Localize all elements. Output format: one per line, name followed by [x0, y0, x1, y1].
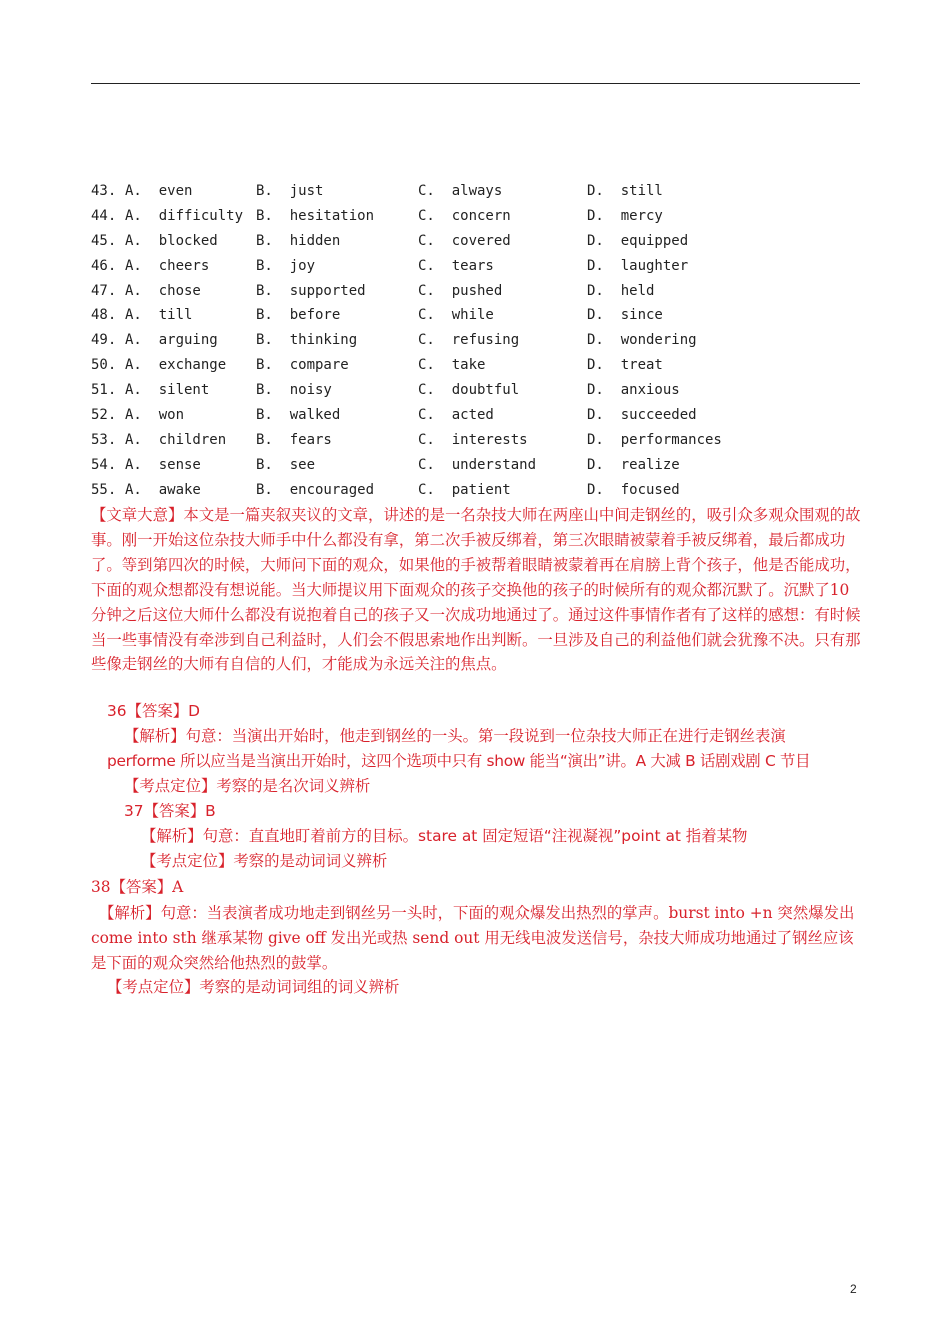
option-c: C. pushed	[418, 282, 503, 299]
option-a: A. cheers	[125, 257, 210, 274]
option-a: A. chose	[125, 282, 201, 299]
question-number: 45.	[91, 232, 117, 249]
option-b: B. hesitation	[256, 207, 375, 224]
option-row	[91, 304, 871, 329]
q36-point: 【考点定位】考察的是名次词义辨析	[124, 777, 371, 795]
option-a: A. arguing	[125, 332, 218, 349]
option-a: A. sense	[125, 456, 201, 473]
option-d: D. equipped	[587, 232, 689, 249]
question-number: 48.	[91, 307, 117, 324]
option-row	[91, 454, 871, 479]
question-number: 51.	[91, 382, 117, 399]
q37-answer: 37【答案】B	[124, 802, 216, 820]
option-a: A. awake	[125, 481, 201, 498]
option-b: B. thinking	[256, 332, 358, 349]
q36-analysis-line-1: 【解析】句意：当演出开始时，他走到钢丝的一头。第一段说到一位杂技大师正在进行走钢丝表演	[124, 727, 786, 745]
option-a: A. difficulty	[125, 207, 244, 224]
option-row	[91, 280, 871, 305]
option-c: C. covered	[418, 232, 511, 249]
option-a: A. silent	[125, 382, 210, 399]
option-b: B. fears	[256, 431, 332, 448]
option-row	[91, 230, 871, 255]
option-d: D. performances	[587, 431, 722, 448]
option-d: D. anxious	[587, 382, 680, 399]
option-a: A. till	[125, 307, 193, 324]
option-c: C. understand	[418, 456, 537, 473]
option-row	[91, 180, 871, 205]
option-d: D. succeeded	[587, 407, 697, 424]
option-d: D. treat	[587, 357, 663, 374]
option-d: D. wondering	[587, 332, 697, 349]
option-a: A. children	[125, 431, 227, 448]
q38-point: 【考点定位】考察的是动词词组的词义辨析	[107, 978, 400, 996]
option-d: D. held	[587, 282, 655, 299]
option-d: D. still	[587, 183, 663, 199]
question-number: 54.	[91, 456, 117, 473]
option-c: C. always	[418, 183, 503, 199]
option-b: B. supported	[256, 282, 366, 299]
option-a: A. blocked	[125, 232, 218, 249]
q37-point: 【考点定位】考察的是动词词义辨析	[141, 852, 388, 870]
option-c: C. concern	[418, 207, 511, 224]
summary-paragraph	[91, 503, 863, 677]
option-b: B. encouraged	[256, 481, 375, 498]
option-row	[91, 429, 871, 454]
question-number: 47.	[91, 282, 117, 299]
option-b: B. hidden	[256, 232, 341, 249]
option-b: B. before	[256, 307, 341, 324]
option-c: C. interests	[418, 431, 528, 448]
page-number: 2	[850, 1282, 857, 1296]
answer-options-table	[91, 180, 871, 504]
q36-answer: 36【答案】D	[107, 702, 200, 720]
option-d: D. laughter	[587, 257, 689, 274]
option-row	[91, 329, 871, 354]
option-c: C. tears	[418, 257, 494, 274]
option-row	[91, 205, 871, 230]
option-d: D. realize	[587, 456, 680, 473]
option-c: C. take	[418, 357, 486, 374]
question-number: 53.	[91, 431, 117, 448]
option-b: B. joy	[256, 257, 316, 274]
q38-answer: 38【答案】A	[91, 878, 184, 896]
option-d: D. since	[587, 307, 663, 324]
option-b: B. noisy	[256, 382, 332, 399]
option-row	[91, 379, 871, 404]
q38-analysis: 【解析】句意：当表演者成功地走到钢丝另一头时，下面的观众爆发出热烈的掌声。burst into +n 突然爆发出 come into sth 继承某物 give off 发出光或热 send out 用无线电波发送信号，杂技大师成功地通过了钢丝应该是下面的观众突然给他热烈的鼓掌。	[91, 904, 855, 972]
option-a: A. exchange	[125, 357, 227, 374]
option-c: C. acted	[418, 407, 494, 424]
option-row	[91, 255, 871, 280]
question-number: 50.	[91, 357, 117, 374]
option-b: B. just	[256, 183, 324, 199]
q37-analysis: 【解析】句意：直直地盯着前方的目标。stare at 固定短语“注视凝视”point at 指着某物	[141, 827, 748, 845]
option-row	[91, 354, 871, 379]
option-c: C. doubtful	[418, 382, 520, 399]
option-c: C. patient	[418, 481, 511, 498]
question-number: 43.	[91, 183, 117, 199]
option-row	[91, 479, 871, 504]
option-c: C. while	[418, 307, 494, 324]
option-b: B. walked	[256, 407, 341, 424]
question-number: 49.	[91, 332, 117, 349]
option-b: B. compare	[256, 357, 349, 374]
option-c: C. refusing	[418, 332, 520, 349]
option-a: A. won	[125, 407, 185, 424]
question-number: 52.	[91, 407, 117, 424]
header-rule	[91, 83, 860, 84]
option-d: D. mercy	[587, 207, 663, 224]
q36-analysis-line-2: performe 所以应当是当演出开始时，这四个选项中只有 show 能当“演出”讲。A 大减 B 话剧戏剧 C 节目	[107, 752, 811, 770]
option-d: D. focused	[587, 481, 680, 498]
option-b: B. see	[256, 456, 316, 473]
option-a: A. even	[125, 183, 193, 199]
question-number: 46.	[91, 257, 117, 274]
option-row	[91, 404, 871, 429]
question-number: 44.	[91, 207, 117, 224]
summary-label: 【文章大意】	[91, 506, 184, 524]
question-number: 55.	[91, 481, 117, 498]
summary-text: 本文是一篇夹叙夹议的文章，讲述的是一名杂技大师在两座山中间走钢丝的，吸引众多观众围观的故事。刚一开始这位杂技大师手中什么都没有拿，第二次手被反绑着，第三次眼睛被蒙着手被反绑着，最后都成功了。等到第四次的时候，大师问下面的观众，如果他的手被帮着眼睛被蒙着再在肩膀上背个孩子，他是否能成功，下面的观众想都没有想说能。当大师提议用下面观众的孩子交换他的孩子的时候所有的观众都沉默了。沉默了10分钟之后这位大师什么都没有说抱着自己的孩子又一次成功地通过了。通过这件事情作者有了这样的感想：有时候当一些事情没有牵涉到自己利益时，人们会不假思索地作出判断。一旦涉及自己的利益他们就会犹豫不决。只有那些像走钢丝的大师有自信的人们，才能成为永远关注的焦点。	[91, 506, 861, 674]
